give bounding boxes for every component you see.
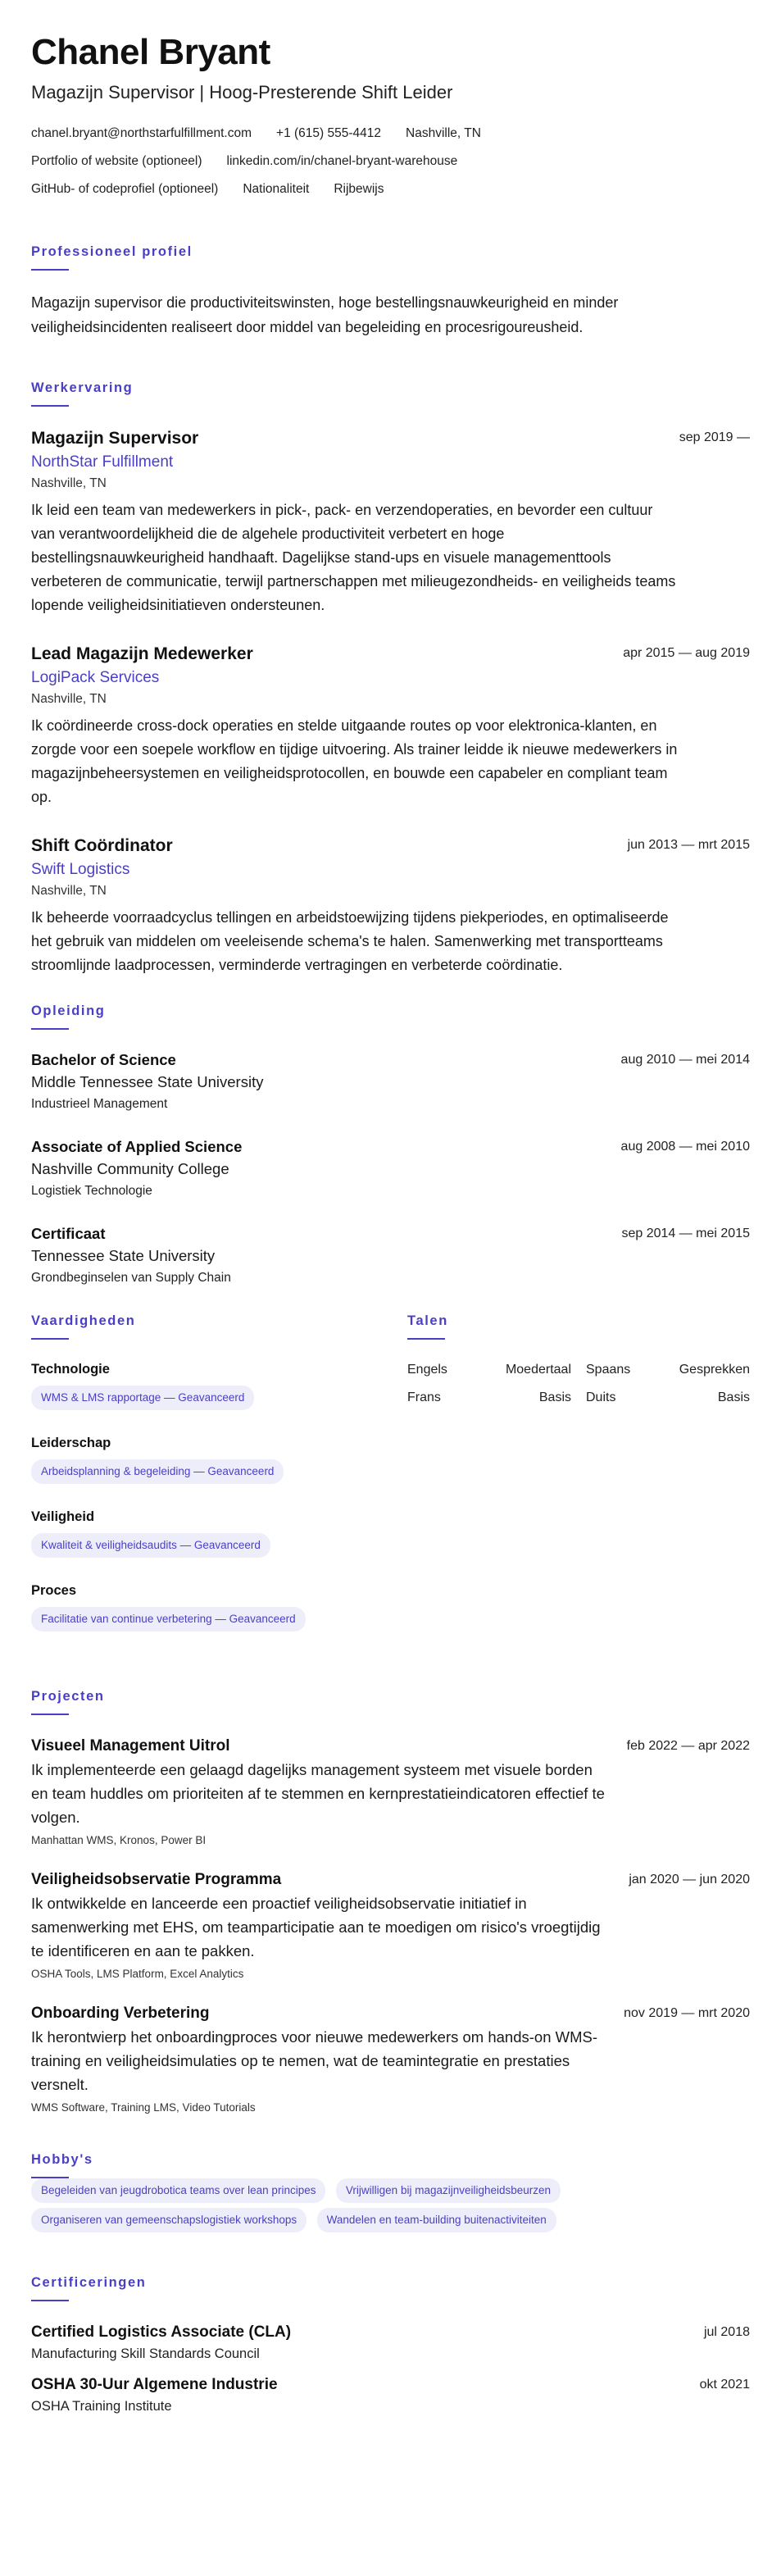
hobby-list: [31, 2178, 750, 2237]
section-title: Werkervaring: [31, 380, 134, 395]
education-section: [31, 1002, 750, 1289]
language-name: Duits: [586, 1390, 616, 1404]
job-date: apr 2015 — aug 2019: [623, 646, 750, 660]
school: Tennessee State University: [31, 1247, 216, 1264]
language-name: Spaans: [586, 1363, 631, 1377]
field-of-study: Grondbeginselen van Supply Chain: [31, 1271, 231, 1285]
language-name: Frans: [407, 1390, 441, 1404]
job-location: Nashville, TN: [31, 692, 107, 706]
email[interactable]: chanel.bryant@northstarfulfillment.com: [31, 126, 252, 140]
section-title: Hobby's: [31, 2152, 93, 2167]
section-title: Projecten: [31, 1689, 105, 1704]
certification-name: OSHA 30-Uur Algemene Industrie: [31, 2376, 278, 2393]
education-entry: [31, 1049, 750, 1115]
field-of-study: Industrieel Management: [31, 1097, 168, 1111]
project-tools: Manhattan WMS, Kronos, Power BI: [31, 1834, 207, 1846]
phone[interactable]: +1 (615) 555-4412: [276, 126, 382, 140]
job-description: Ik beheerde voorraadcyclus tellingen en arbeidstoewijzing tijdens piekperiodes, en optimaliseerde het gebruik van middelen om veeleisende schema's te halen. Samenwerking met transportteams stroomlijnde laadprocessen, verminderde vertragingen en verbeterde coördinatie.: [31, 909, 669, 973]
project-entry: [31, 1868, 750, 1984]
skills-languages-section: [31, 1312, 750, 1654]
certification-issuer: Manufacturing Skill Standards Council: [31, 2346, 260, 2361]
project-title: Veiligheidsobservatie Programma: [31, 1871, 282, 1888]
section-divider: [31, 1338, 69, 1340]
nationality: Nationaliteit: [243, 182, 310, 196]
project-entry: [31, 2002, 750, 2118]
section-divider: [31, 1714, 69, 1715]
language-level: Moedertaal: [505, 1363, 571, 1377]
job-company: LogiPack Services: [31, 669, 160, 686]
degree: Bachelor of Science: [31, 1051, 176, 1068]
language-item: [407, 1359, 571, 1381]
certification-date: okt 2021: [699, 2378, 750, 2392]
skill-group: [31, 1581, 375, 1636]
degree: Certificaat: [31, 1225, 106, 1242]
job-entry: [31, 834, 750, 977]
school: Middle Tennessee State University: [31, 1073, 264, 1090]
certification-issuer: OSHA Training Institute: [31, 2399, 172, 2414]
job-description: Ik leid een team van medewerkers in pick-, pack- en verzendoperaties, en bevorder een cultuur van verantwoordelijkheid die de algehele productiviteit verbetert en hoge bestellingsnauwkeurigheid handhaaft. Dagelijkse stand-ups en visuele managementtools verbeteren de communicatie, terwijl partnerschappen met milieugezondheids- en veiligheids teams lopende veiligheidsinitiatieven ondersteunen.: [31, 502, 676, 613]
project-tools: OSHA Tools, LMS Platform, Excel Analytics: [31, 1968, 244, 1980]
project-description: Ik ontwikkelde en lanceerde een proactief veiligheidsobservatie initiatief in samenwerking met EHS, om teamparticipatie aan te moedigen om risico's vroegtijdig te identificeren en aan te pakken.: [31, 1895, 601, 1959]
skill-group: [31, 1359, 375, 1415]
education-entry: [31, 1136, 750, 1202]
section-divider: [407, 1338, 445, 1340]
section-title: Opleiding: [31, 1004, 106, 1018]
summary-text: Magazijn supervisor die productiviteitswinsten, hoge bestellingsnauwkeurigheid en minder veiligheidsincidenten realiseert door middel van begeleiding en procesrigoureusheid.: [31, 294, 619, 335]
skill-category: Proces: [31, 1583, 77, 1598]
job-company: NorthStar Fulfillment: [31, 453, 174, 471]
contact-row: [31, 175, 750, 203]
job-description: Ik coördineerde cross-dock operaties en stelde uitgaande routes op voor elektronica-klanten, en zorgde voor een soepele workflow en tijdige uitvoering. Als trainer leidde ik nieuwe medewerkers in magazijnbeheersystemen en veiligheidsprotocollen, en bouwde een capabeler en compliant team op.: [31, 717, 678, 805]
section-title: Vaardigheden: [31, 1313, 136, 1328]
job-location: Nashville, TN: [31, 476, 107, 490]
job-title: Shift Coördinator: [31, 836, 173, 855]
language-item: [586, 1387, 750, 1409]
section-title: Talen: [407, 1313, 448, 1328]
drivers-license: Rijbewijs: [334, 182, 384, 196]
contact-info: [31, 120, 750, 203]
skill-tag: Kwaliteit & veiligheidsaudits — Geavanceerd: [31, 1533, 270, 1558]
location: Nashville, TN: [406, 126, 481, 140]
language-item: [586, 1359, 750, 1381]
project-description: Ik herontwierp het onboardingproces voor nieuwe medewerkers om hands-on WMS-training en veiligheidsimulaties op te nemen, wat de teamintegratie en prestaties versnelt.: [31, 2028, 598, 2093]
hobby-tag: Wandelen en team-building buitenactiviteiten: [317, 2208, 556, 2232]
job-company: Swift Logistics: [31, 861, 130, 878]
language-item: [407, 1387, 571, 1409]
project-title: Visueel Management Uitrol: [31, 1737, 230, 1755]
degree: Associate of Applied Science: [31, 1138, 243, 1155]
skill-category: Leiderschap: [31, 1436, 111, 1450]
project-date: jan 2020 — jun 2020: [629, 1873, 750, 1886]
field-of-study: Logistiek Technologie: [31, 1184, 152, 1198]
certifications-section: [31, 2273, 750, 2416]
school: Nashville Community College: [31, 1160, 229, 1177]
section-title: Certificeringen: [31, 2275, 147, 2290]
section-divider: [31, 269, 69, 271]
language-name: Engels: [407, 1363, 447, 1377]
hobby-tag: Organiseren van gemeenschapslogistiek workshops: [31, 2208, 306, 2232]
language-level: Basis: [538, 1390, 571, 1404]
experience-section: [31, 379, 750, 977]
education-date: aug 2010 — mei 2014: [620, 1053, 750, 1067]
contact-row: [31, 120, 750, 148]
github-link[interactable]: GitHub- of codeprofiel (optioneel): [31, 182, 219, 196]
section-divider: [31, 405, 69, 407]
skill-group: [31, 1433, 375, 1489]
skill-category: Technologie: [31, 1362, 110, 1377]
project-description: Ik implementeerde een gelaagd dagelijks management systeem met visuele borden en team huddles om prioriteiten af te stemmen en kernprestatieindicatoren effectief te volgen.: [31, 1761, 605, 1826]
languages-column: [407, 1312, 750, 1654]
hobby-tag: Begeleiden van jeugdrobotica teams over lean principes: [31, 2178, 325, 2203]
education-date: aug 2008 — mei 2010: [620, 1140, 750, 1154]
candidate-name: Chanel Bryant: [31, 32, 270, 72]
job-entry: [31, 642, 750, 809]
hobbies-section: [31, 2150, 750, 2237]
project-entry: [31, 1735, 750, 1850]
skill-tag: Arbeidsplanning & begeleiding — Geavanceerd: [31, 1459, 284, 1484]
skill-tag: Facilitatie van continue verbetering — Geavanceerd: [31, 1607, 306, 1632]
skill-tag: WMS & LMS rapportage — Geavanceerd: [31, 1386, 254, 1410]
skills-column: [31, 1312, 375, 1654]
project-tools: WMS Software, Training LMS, Video Tutorials: [31, 2101, 256, 2114]
certification-entry: [31, 2373, 750, 2416]
education-date: sep 2014 — mei 2015: [621, 1227, 750, 1240]
job-title: Lead Magazijn Medewerker: [31, 644, 253, 663]
contact-row: [31, 148, 750, 175]
linkedin-link[interactable]: linkedin.com/in/chanel-bryant-warehouse: [226, 154, 458, 168]
language-level: Gesprekken: [679, 1363, 750, 1377]
certification-date: jul 2018: [703, 2325, 750, 2339]
job-date: jun 2013 — mrt 2015: [627, 838, 750, 852]
resume-header: [31, 31, 750, 203]
section-divider: [31, 2300, 69, 2301]
education-entry: [31, 1223, 750, 1289]
job-entry: [31, 426, 750, 617]
project-date: nov 2019 — mrt 2020: [624, 2006, 750, 2020]
job-location: Nashville, TN: [31, 884, 107, 898]
headline: Magazijn Supervisor | Hoog-Presterende Shift Leider: [31, 82, 453, 102]
certification-name: Certified Logistics Associate (CLA): [31, 2323, 292, 2341]
summary-section: [31, 243, 750, 339]
project-title: Onboarding Verbetering: [31, 2005, 210, 2022]
skill-category: Veiligheid: [31, 1509, 95, 1524]
job-title: Magazijn Supervisor: [31, 429, 199, 448]
language-level: Basis: [717, 1390, 750, 1404]
project-date: feb 2022 — apr 2022: [626, 1739, 750, 1753]
certification-entry: [31, 2321, 750, 2364]
job-date: sep 2019 —: [679, 430, 750, 444]
hobby-tag: Vrijwilligen bij magazijnveiligheidsbeurzen: [336, 2178, 561, 2203]
section-title: Professioneel profiel: [31, 244, 193, 259]
projects-section: [31, 1687, 750, 2118]
portfolio-link[interactable]: Portfolio of website (optioneel): [31, 154, 202, 168]
skill-group: [31, 1507, 375, 1563]
language-list: [407, 1359, 750, 1409]
section-divider: [31, 1028, 69, 1030]
